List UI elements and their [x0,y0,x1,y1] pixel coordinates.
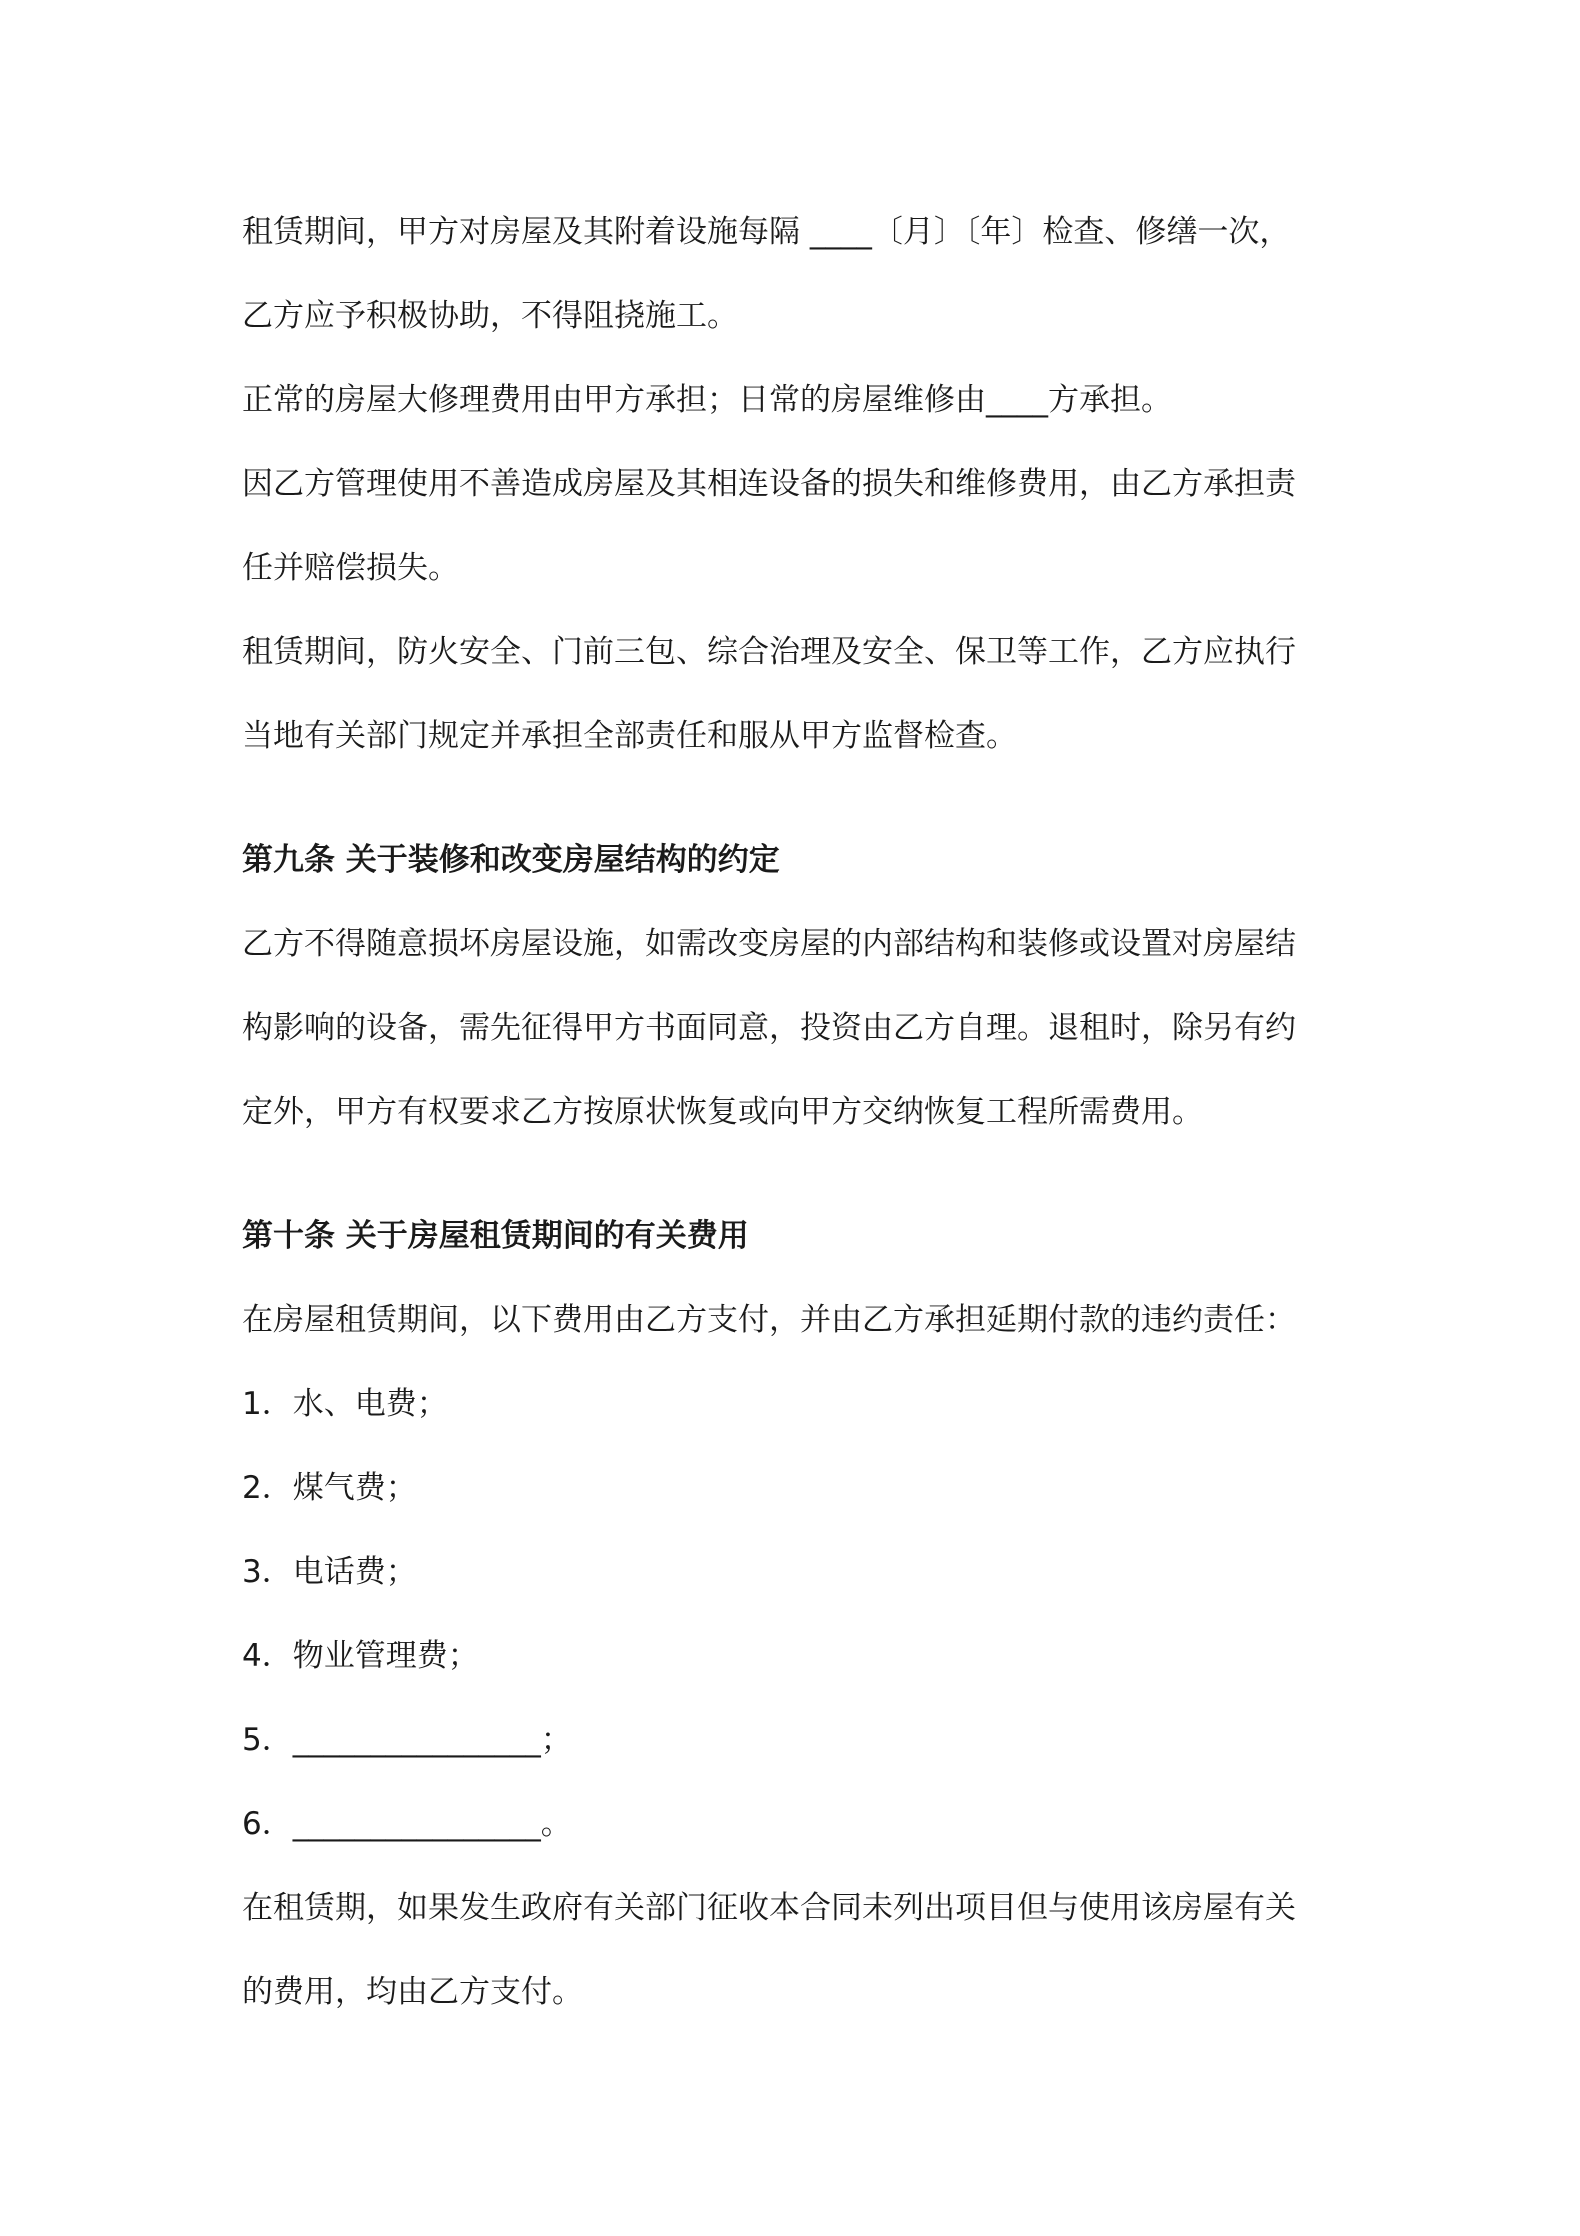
paragraph-inspection-line2: 乙方应予积极协助，不得阻挠施工。 [242,298,738,334]
paragraph-safety-line1: 租赁期间，防火安全、门前三包、综合治理及安全、保卫等工作，乙方应执行 [242,634,1296,670]
document-page [242,190,1342,2034]
section-gap [242,778,1342,818]
section-10-heading: 第十条 关于房屋租赁期间的有关费用 [242,1218,749,1254]
section-9-line1: 乙方不得随意损坏房屋设施，如需改变房屋的内部结构和装修或设置对房屋结 [242,926,1296,962]
fee-list-item: 1．水、电费； [242,1386,448,1422]
fee-list-item: 3．电话费； [242,1554,417,1590]
section-10-intro: 在房屋租赁期间，以下费用由乙方支付，并由乙方承担延期付款的违约责任： [242,1302,1296,1338]
paragraph-inspection-line1: 租赁期间，甲方对房屋及其附着设施每隔 ____〔月〕〔年〕检查、修缮一次， [242,214,1291,250]
section-gap [242,1154,1342,1194]
paragraph-repair-costs: 正常的房屋大修理费用由甲方承担；日常的房屋维修由____方承担。 [242,382,1172,418]
paragraph-damage-line2: 任并赔偿损失。 [242,550,459,586]
section-9-line2: 构影响的设备，需先征得甲方书面同意，投资由乙方自理。退租时，除另有约 [242,1010,1296,1046]
fee-list-item: 5．________________； [242,1722,572,1758]
fee-list-item: 4．物业管理费； [242,1638,479,1674]
paragraph-safety-line2: 当地有关部门规定并承担全部责任和服从甲方监督检查。 [242,718,1017,754]
section-10-closing-line2: 的费用，均由乙方支付。 [242,1974,583,2010]
fee-list-item: 2．煤气费； [242,1470,417,1506]
section-10-closing-line1: 在租赁期，如果发生政府有关部门征收本合同未列出项目但与使用该房屋有关 [242,1890,1296,1926]
section-9-heading: 第九条 关于装修和改变房屋结构的约定 [242,842,780,878]
fee-list-item: 6．________________。 [242,1806,572,1842]
paragraph-damage-line1: 因乙方管理使用不善造成房屋及其相连设备的损失和维修费用，由乙方承担责 [242,466,1296,502]
section-9-line3: 定外，甲方有权要求乙方按原状恢复或向甲方交纳恢复工程所需费用。 [242,1094,1203,1130]
